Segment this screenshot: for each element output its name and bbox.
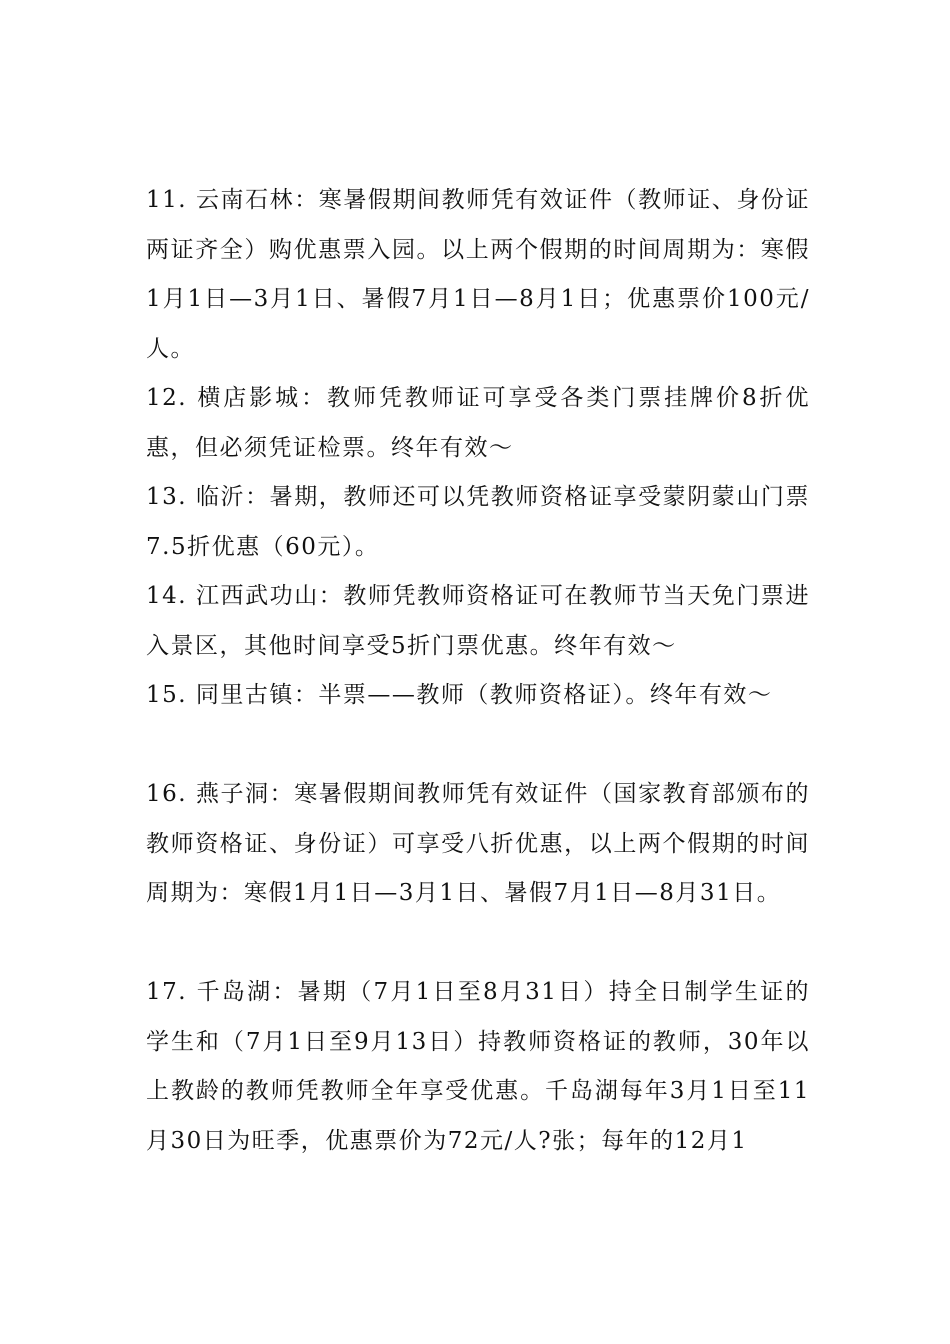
paragraph-12-hengdian: 12. 横店影城：教师凭教师证可享受各类门票挂牌价8折优惠，但必须凭证检票。终年有效～ [146, 385, 810, 461]
paragraph-17-qiandaohu: 17. 千岛湖：暑期（7月1日至8月31日）持全日制学生证的学生和（7月1日至9月13日）持教师资格证的教师，30年以上教龄的教师凭教师全年享受优惠。千岛湖每年3月1日至11月30日为旺季，优惠票价为72元/人?张；每年的12月1 [146, 979, 810, 1154]
paragraph-16-yanzidong: 16. 燕子洞：寒暑假期间教师凭有效证件（国家教育部颁布的教师资格证、身份证）可享受八折优惠，以上两个假期的时间周期为：寒假1月1日—3月1日、暑假7月1日—8月31日。 [146, 781, 810, 906]
paragraph-15-tongli: 15. 同里古镇：半票——教师（教师资格证）。终年有效～ [146, 682, 773, 708]
paragraph-spacer [146, 721, 810, 771]
paragraph-14-wugongshan: 14. 江西武功山：教师凭教师资格证可在教师节当天免门票进入景区，其他时间享受5折门票优惠。终年有效～ [146, 583, 810, 659]
document-body [146, 176, 810, 1166]
paragraph-spacer [146, 919, 810, 969]
paragraph-13-linyi: 13. 临沂：暑期，教师还可以凭教师资格证享受蒙阴蒙山门票7.5折优惠（60元）。 [146, 484, 810, 560]
paragraph-11-yunnan-shilin: 11. 云南石林：寒暑假期间教师凭有效证件（教师证、身份证两证齐全）购优惠票入园。以上两个假期的时间周期为：寒假1月1日—3月1日、暑假7月1日—8月1日；优惠票价100元/人。 [146, 187, 810, 362]
